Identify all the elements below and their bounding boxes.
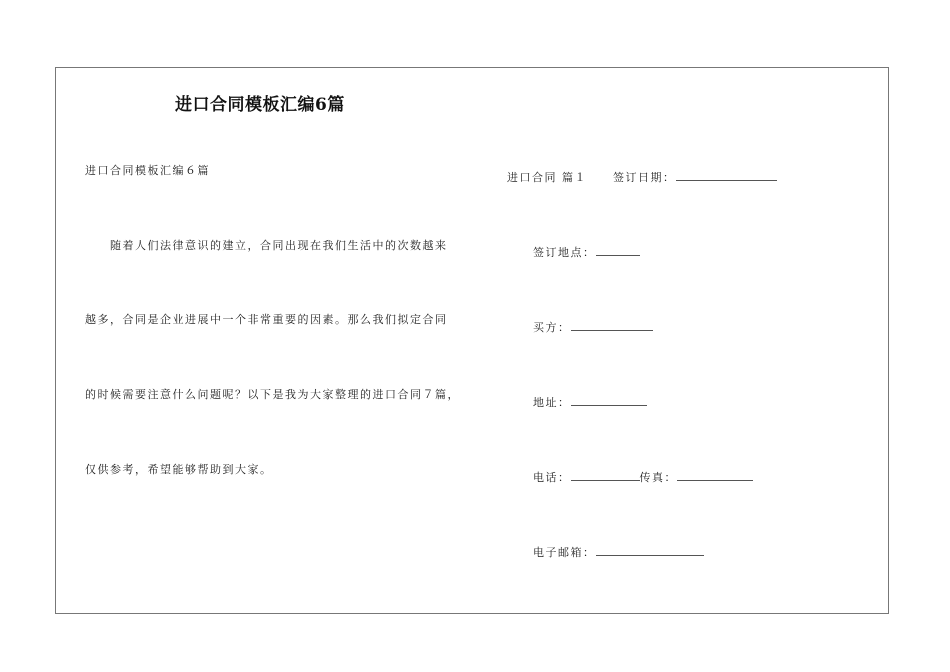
address-row [533, 394, 647, 410]
sign-place-blank[interactable] [596, 246, 640, 256]
email-row [533, 544, 704, 560]
address-blank[interactable] [571, 396, 647, 406]
paragraph-line-2: 越多，合同是企业进展中一个非常重要的因素。那么我们拟定合同 [85, 313, 448, 326]
paragraph-line-4: 仅供参考，希望能够帮助到大家。 [85, 463, 273, 476]
document-title: 进口合同模板汇编6篇 [175, 95, 345, 115]
buyer-blank[interactable] [571, 321, 653, 331]
paragraph-line-3: 的时候需要注意什么问题呢？以下是我为大家整理的进口合同７篇， [85, 388, 460, 401]
fax-label: 传真： [639, 471, 677, 484]
fax-blank[interactable] [677, 471, 753, 481]
document-subtitle: 进口合同模板汇编６篇 [85, 164, 210, 177]
document-page-frame [55, 67, 889, 614]
address-label: 地址： [533, 396, 571, 409]
phone-label: 电话： [533, 471, 571, 484]
sign-place-label: 签订地点： [533, 246, 596, 259]
buyer-label: 买方： [533, 321, 571, 334]
paragraph-line-1: 随着人们法律意识的建立，合同出现在我们生活中的次数越来 [110, 239, 448, 252]
sign-place-row [533, 244, 640, 260]
contract-heading-row [507, 169, 777, 185]
buyer-row [533, 319, 653, 335]
phone-fax-row [533, 469, 753, 485]
sign-date-label: 签订日期： [613, 171, 676, 184]
phone-blank[interactable] [571, 471, 640, 481]
email-blank[interactable] [596, 546, 704, 556]
sign-date-blank[interactable] [676, 171, 777, 181]
email-label: 电子邮箱： [533, 546, 596, 559]
contract-heading: 进口合同 篇１ [507, 171, 587, 184]
